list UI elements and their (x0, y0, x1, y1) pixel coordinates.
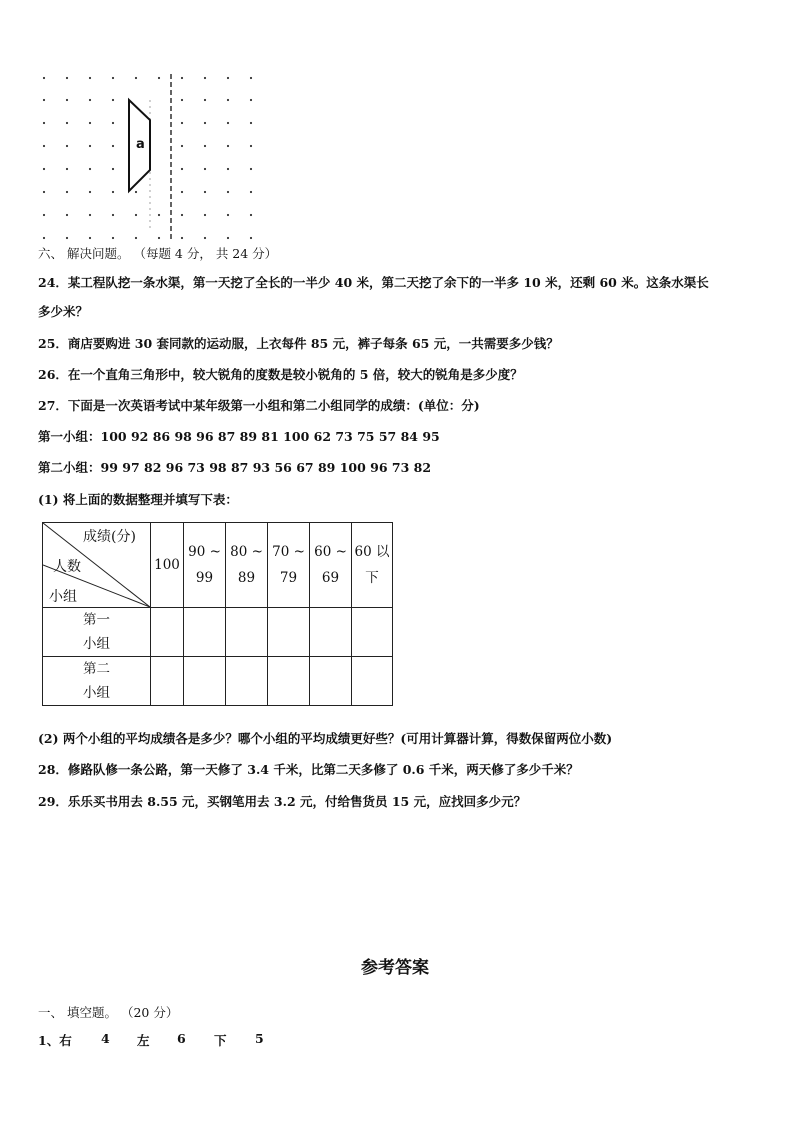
question-24-line1: 24．某工程队挖一条水渠，第一天挖了全长的一半少 40 米，第二天挖了余下的一半多 10 米，还剩 60 米。这条水渠长 (38, 275, 709, 290)
answer-section-1-heading: 一、 填空题。 （20 分） (38, 1005, 179, 1020)
table-cell[interactable] (226, 608, 268, 657)
table-cell[interactable] (310, 608, 352, 657)
shape-label: a (136, 137, 145, 152)
col-header-100: 100 (151, 523, 184, 608)
col-header-70-79: 70 ~ 79 (268, 523, 310, 608)
dot-grid-figure (36, 70, 276, 245)
question-27-part1: (1) 将上面的数据整理并填写下表： (38, 492, 238, 507)
answer-1-value-1: 4 (101, 1031, 110, 1046)
col-header-90-99: 90 ~ 99 (184, 523, 226, 608)
grid-dots (43, 77, 252, 239)
row-label-group1: 第一 小组 (43, 608, 151, 657)
question-24-line2: 多少米？ (38, 304, 89, 319)
table-cell[interactable] (352, 608, 393, 657)
question-27-part2: (2) 两个小组的平均成绩各是多少？哪个小组的平均成绩更好些？(可用计算器计算，得数保留两位小数) (38, 731, 613, 746)
question-27: 27．下面是一次英语考试中某年级第一小组和第二小组同学的成绩：(单位：分) (38, 398, 480, 413)
table-cell[interactable] (151, 657, 184, 706)
answer-1-value-2: 左 (137, 1033, 150, 1048)
answer-title: 参考答案 (361, 958, 429, 978)
question-25: 25．商店要购进 30 套同款的运动服，上衣每件 85 元，裤子每条 65 元，一共需要多少钱？ (38, 336, 559, 351)
section-6-heading: 六、 解决问题。 （每题 4 分， 共 24 分） (38, 246, 278, 261)
answer-1-value-4: 下 (214, 1033, 227, 1048)
group2-scores: 第二小组：99 97 82 96 73 98 87 93 56 67 89 100 96 73 82 (38, 460, 432, 475)
col-header-60-69: 60 ~ 69 (310, 523, 352, 608)
group1-scores: 第一小组：100 92 86 98 96 87 89 81 100 62 73 75 57 84 95 (38, 429, 440, 444)
table-cell[interactable] (184, 657, 226, 706)
answer-1-value-5: 5 (255, 1031, 264, 1046)
diag-label-score: 成绩(分) (83, 529, 136, 545)
table-cell[interactable] (226, 657, 268, 706)
answer-1-number: 1、右 (38, 1033, 72, 1048)
diag-label-group: 小组 (49, 589, 77, 605)
question-29: 29．乐乐买书用去 8.55 元，买钢笔用去 3.2 元，付给售货员 15 元，应找回多少元？ (38, 794, 527, 809)
table-cell[interactable] (151, 608, 184, 657)
score-table (42, 522, 393, 706)
col-header-below-60: 60 以 下 (352, 523, 393, 608)
col-header-80-89: 80 ~ 89 (226, 523, 268, 608)
question-28: 28．修路队修一条公路，第一天修了 3.4 千米，比第二天多修了 0.6 千米，两天修了多少千米？ (38, 762, 579, 777)
diag-label-count: 人数 (53, 559, 81, 575)
answer-1-value-3: 6 (177, 1031, 186, 1046)
diagonal-header-cell (43, 523, 151, 608)
question-26: 26．在一个直角三角形中，较大锐角的度数是较小锐角的 5 倍，较大的锐角是多少度？ (38, 367, 523, 382)
table-cell[interactable] (268, 608, 310, 657)
table-cell[interactable] (352, 657, 393, 706)
table-cell[interactable] (310, 657, 352, 706)
table-cell[interactable] (184, 608, 226, 657)
table-cell[interactable] (268, 657, 310, 706)
row-label-group2: 第二 小组 (43, 657, 151, 706)
